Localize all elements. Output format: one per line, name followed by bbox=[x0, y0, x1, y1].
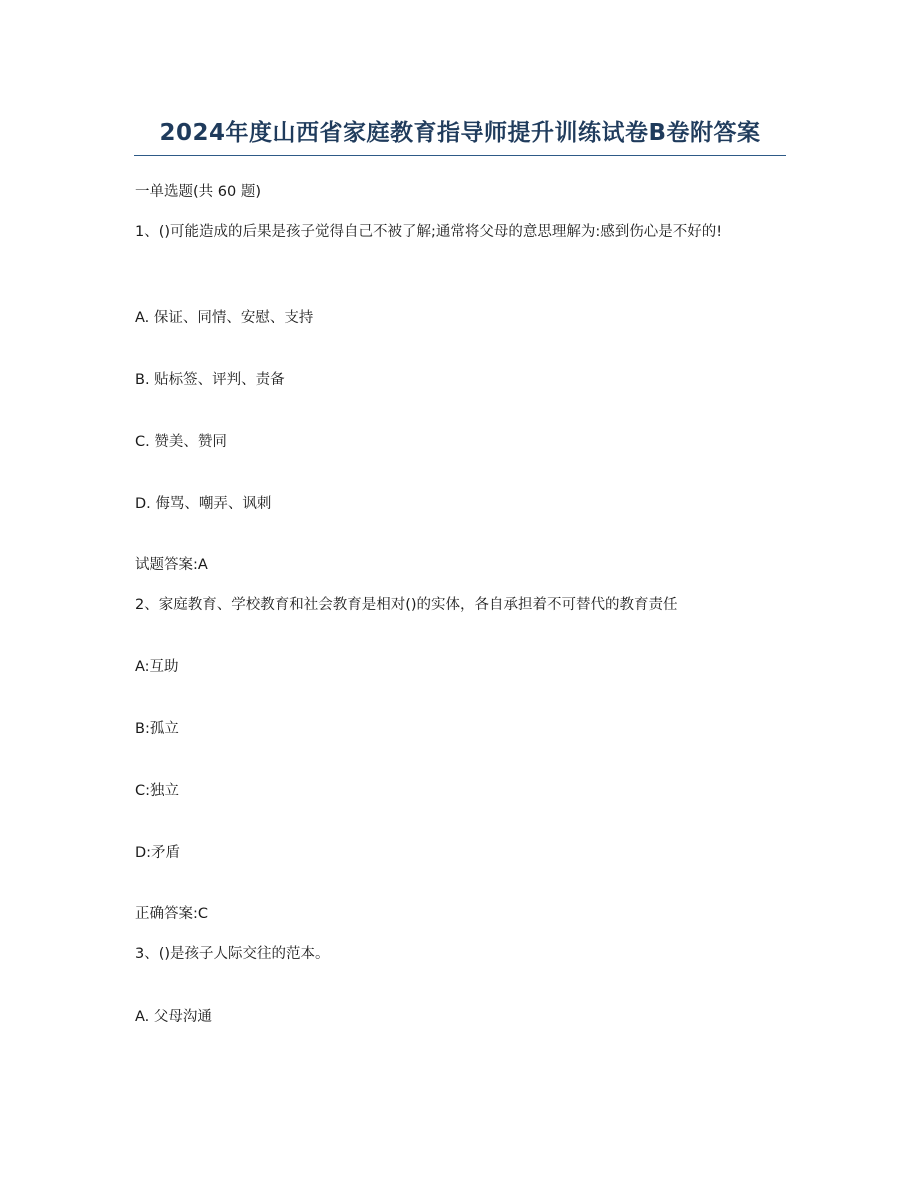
question-1-option-c: C. 赞美、赞同 bbox=[135, 434, 227, 450]
question-1-option-a: A. 保证、同情、安慰、支持 bbox=[135, 310, 314, 326]
question-2-answer: 正确答案:C bbox=[135, 906, 209, 922]
question-1-text: 1、()可能造成的后果是孩子觉得自己不被了解;通常将父母的意思理解为:感到伤心是不好的! bbox=[135, 224, 723, 240]
title-underline bbox=[134, 155, 786, 156]
question-2-text: 2、家庭教育、学校教育和社会教育是相对()的实体，各自承担着不可替代的教育责任 bbox=[135, 597, 678, 613]
section-header: 一单选题(共 60 题) bbox=[135, 184, 261, 200]
document-title: 2024年度山西省家庭教育指导师提升训练试卷B卷附答案 bbox=[159, 120, 761, 146]
question-2-option-d: D:矛盾 bbox=[135, 845, 181, 861]
question-2-option-c: C:独立 bbox=[135, 783, 180, 799]
question-3-option-a: A. 父母沟通 bbox=[135, 1009, 212, 1025]
question-1-option-b: B. 贴标签、评判、责备 bbox=[135, 372, 285, 388]
question-2-option-b: B:孤立 bbox=[135, 721, 179, 737]
question-1-option-d: D. 侮骂、嘲弄、讽刺 bbox=[135, 496, 272, 512]
question-1-answer: 试题答案:A bbox=[135, 557, 208, 573]
question-2-option-a: A:互助 bbox=[135, 659, 179, 675]
question-3-text: 3、()是孩子人际交往的范本。 bbox=[135, 946, 330, 962]
